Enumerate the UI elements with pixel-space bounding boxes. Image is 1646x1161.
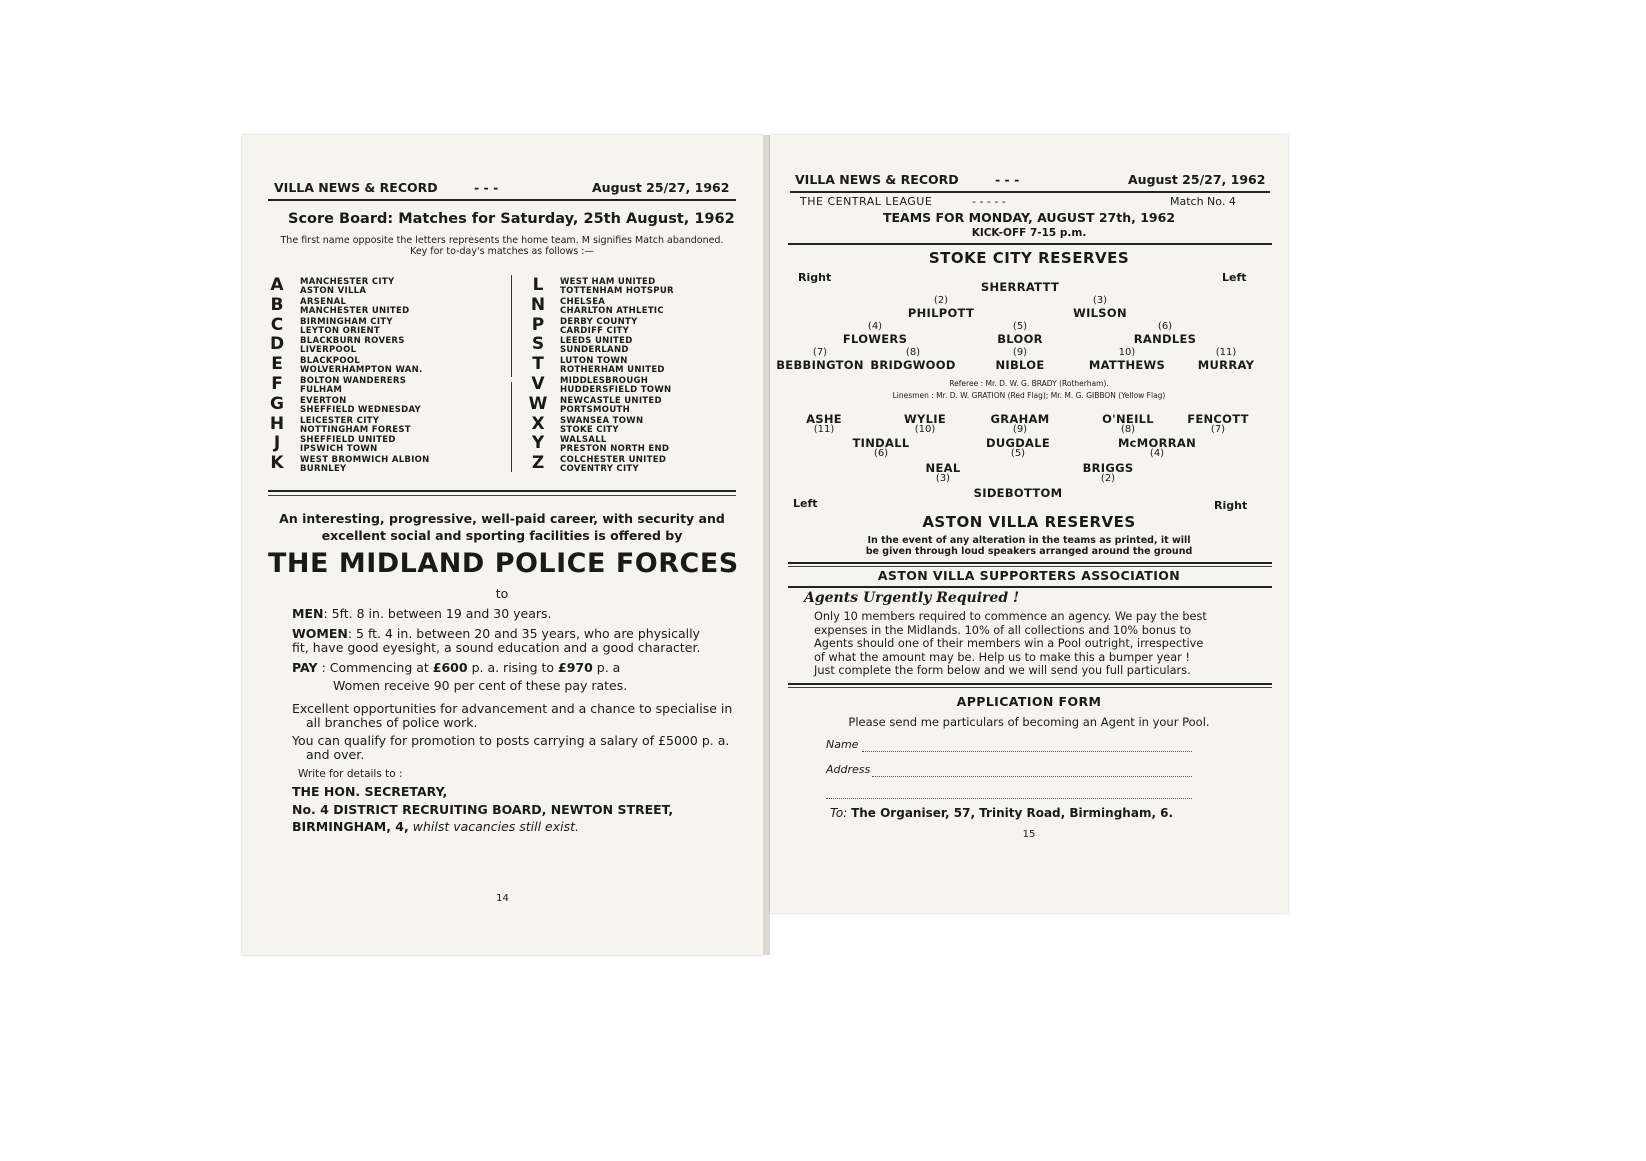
player-name: BRIGGS	[1082, 461, 1134, 475]
match-teams	[300, 278, 394, 296]
referee: Referee : Mr. D. W. G. BRADY (Rotherham).	[949, 379, 1109, 388]
match-teams	[300, 377, 406, 395]
ad-men-line	[292, 606, 552, 621]
away-team: CHARLTON ATHLETIC	[560, 305, 664, 316]
player-name: FLOWERS	[842, 332, 908, 346]
match-letter: X	[531, 413, 545, 434]
header-rule	[790, 191, 1270, 193]
match-number: Match No. 4	[1170, 195, 1236, 208]
ad-opportunities-2: all branches of police work.	[306, 715, 478, 730]
women-label: WOMEN	[292, 626, 348, 641]
away-team: ROTHERHAM UNITED	[560, 365, 665, 376]
away-team: STOKE CITY	[560, 424, 619, 435]
away-team: IPSWICH TOWN	[300, 444, 378, 455]
address-tail: whilst vacancies still exist.	[412, 819, 580, 834]
player-number: (4)	[1149, 448, 1165, 459]
ad-women-line-2: fit, have good eyesight, a sound education and a good character.	[292, 640, 701, 655]
right-header-dashes: - - -	[995, 172, 1020, 187]
match-teams	[300, 318, 393, 336]
league-name: THE CENTRAL LEAGUE	[800, 195, 933, 208]
match-teams	[300, 357, 423, 375]
player-name: SIDEBOTTOM	[973, 486, 1063, 500]
section-rule	[268, 495, 736, 496]
ad-intro-line-2: excellent social and sporting facilities is offered by	[321, 528, 683, 543]
section-rule	[788, 566, 1272, 567]
player-name: MATTHEWS	[1088, 358, 1166, 372]
home-team: WEST BROMWICH ALBION	[300, 455, 430, 466]
player-name: PHILPOTT	[907, 306, 975, 320]
home-team: LEICESTER CITY	[300, 415, 380, 426]
player-number: (8)	[905, 347, 921, 358]
ad-promotion-2: and over.	[306, 747, 365, 762]
match-letter: Y	[531, 433, 545, 454]
ad-women-line	[292, 626, 700, 641]
match-letter: P	[531, 314, 545, 335]
match-letter: D	[269, 334, 285, 355]
alteration-note-2: be given through loud speakers arranged around the ground	[865, 546, 1193, 557]
match-teams	[300, 337, 405, 355]
men-text: : 5ft. 8 in. between 19 and 30 years.	[323, 606, 552, 621]
ad-intro-line-1: An interesting, progressive, well-paid career, with security and	[279, 511, 725, 526]
pay-text-2: p. a. rising to	[471, 660, 555, 675]
match-letter: E	[271, 354, 283, 375]
match-teams	[560, 318, 638, 336]
home-team: DERBY COUNTY	[560, 316, 638, 327]
player-number: (2)	[933, 295, 949, 306]
match-teams	[560, 377, 671, 395]
section-rule	[788, 562, 1272, 564]
men-label: MEN	[292, 606, 324, 621]
away-team: WOLVERHAMPTON WAN.	[300, 365, 423, 376]
match-letter: F	[271, 374, 283, 394]
player-number: (11)	[1215, 347, 1237, 358]
match-letter: W	[528, 393, 548, 414]
pay-label: PAY	[292, 660, 318, 675]
match-teams	[560, 278, 674, 296]
match-teams	[300, 397, 421, 415]
match-letter: T	[532, 354, 544, 375]
home-team: COLCHESTER UNITED	[560, 455, 667, 466]
match-letter: L	[532, 275, 544, 295]
match-letter: G	[270, 393, 284, 414]
away-team: SUNDERLAND	[560, 345, 629, 356]
match-letter: N	[530, 294, 546, 315]
player-number: (3)	[1092, 295, 1108, 306]
home-team-name: STOKE CITY RESERVES	[928, 249, 1130, 267]
kickoff-time: KICK-OFF 7-15 p.m.	[971, 227, 1087, 239]
right-page	[770, 135, 1288, 913]
player-number: (5)	[1010, 448, 1026, 459]
page-number: 15	[1022, 829, 1036, 840]
player-number: (7)	[1210, 424, 1226, 435]
application-form-intro: Please send me particulars of becoming an Agent in your Pool.	[848, 715, 1210, 729]
ad-headline: THE MIDLAND POLICE FORCES	[268, 548, 739, 579]
ad-address-line-1: THE HON. SECRETARY,	[292, 784, 448, 799]
home-team: ARSENAL	[300, 296, 347, 307]
away-team: LIVERPOOL	[300, 345, 357, 356]
away-team: ASTON VILLA	[300, 286, 367, 296]
player-number: (11)	[813, 424, 835, 435]
section-rule	[788, 243, 1272, 245]
left-header-date: August 25/27, 1962	[592, 180, 730, 195]
match-letter: H	[269, 413, 285, 434]
scoreboard-note: The first name opposite the letters represents the home team. M signifies Match abandoned.	[280, 235, 724, 246]
side-label-right-bottom: Right	[1214, 499, 1248, 512]
player-name: McMORRAN	[1117, 436, 1197, 450]
away-team: PRESTON NORTH END	[560, 444, 670, 455]
left-header-dashes: - - -	[474, 180, 499, 195]
to-label: To:	[830, 806, 848, 820]
book-spine	[763, 135, 770, 955]
teams-title: TEAMS FOR MONDAY, AUGUST 27th, 1962	[882, 210, 1176, 225]
league-dashes: - - - - -	[972, 195, 1006, 208]
player-name: GRAHAM	[990, 412, 1050, 426]
match-teams	[560, 417, 643, 435]
home-team: SHEFFIELD UNITED	[300, 435, 396, 446]
side-label-right: Right	[798, 271, 832, 284]
section-rule	[788, 687, 1272, 688]
match-teams	[560, 397, 662, 415]
scoreboard-key-note: Key for to-day's matches as follows :—	[410, 246, 594, 257]
away-team: SHEFFIELD WEDNESDAY	[300, 404, 422, 415]
home-team: MANCHESTER CITY	[300, 277, 395, 287]
home-team: MIDDLESBROUGH	[560, 376, 649, 386]
address-city: BIRMINGHAM, 4,	[292, 819, 409, 834]
player-number: (8)	[1120, 424, 1136, 435]
away-team-name: ASTON VILLA RESERVES	[922, 513, 1136, 531]
ad-promotion: You can qualify for promotion to posts carrying a salary of £5000 p. a.	[292, 733, 730, 748]
side-label-left: Left	[1222, 271, 1247, 284]
header-rule	[268, 199, 736, 201]
match-letter: J	[273, 433, 281, 454]
column-divider	[511, 382, 512, 472]
section-rule	[268, 490, 736, 492]
supporters-line: Agents should one of their members win a Pool outright, irrespective	[814, 637, 1204, 650]
away-team: CARDIFF CITY	[560, 325, 630, 336]
name-input-line[interactable]	[862, 751, 1192, 752]
to-address: The Organiser, 57, Trinity Road, Birmingham, 6.	[851, 806, 1174, 820]
player-name: FENCOTT	[1187, 412, 1249, 426]
away-team: FULHAM	[300, 385, 343, 395]
ad-write-for: Write for details to :	[298, 768, 403, 780]
alteration-note: In the event of any alteration in the teams as printed, it will	[867, 535, 1191, 546]
player-number: (10)	[914, 424, 936, 435]
player-number: 10)	[1118, 347, 1136, 358]
player-number: (7)	[812, 347, 828, 358]
player-name: RANDLES	[1133, 332, 1197, 346]
form-name-label: Name	[826, 738, 859, 751]
home-team: BLACKPOOL	[300, 356, 361, 367]
player-number: (2)	[1100, 473, 1116, 484]
pay-amount-start: £600	[432, 660, 468, 675]
ad-to: to	[495, 586, 509, 601]
pay-text: : Commencing at	[321, 660, 429, 675]
ad-pay-line	[292, 660, 620, 675]
home-team: EVERTON	[300, 395, 347, 406]
player-name: O'NEILL	[1102, 412, 1154, 426]
player-number: (6)	[873, 448, 889, 459]
ad-address-line-3	[292, 819, 579, 834]
player-name: BEBBINGTON	[776, 358, 864, 372]
player-name: NEAL	[925, 461, 961, 475]
match-teams	[560, 357, 665, 375]
player-number: (9)	[1012, 347, 1028, 358]
player-number: (6)	[1157, 321, 1173, 332]
away-team: BURNLEY	[300, 464, 347, 475]
match-teams	[300, 436, 396, 454]
match-letter: Z	[531, 453, 545, 474]
away-team: MANCHESTER UNITED	[300, 305, 410, 316]
left-page	[242, 135, 763, 955]
left-header-title: VILLA NEWS & RECORD	[274, 180, 438, 195]
scoreboard-title: Score Board: Matches for Saturday, 25th August, 1962	[288, 211, 735, 227]
home-team: LUTON TOWN	[560, 356, 628, 367]
agents-headline: Agents Urgently Required !	[804, 590, 1020, 606]
match-teams	[560, 298, 664, 316]
player-number: (3)	[935, 473, 951, 484]
home-team: BOLTON WANDERERS	[300, 376, 407, 386]
ad-address-line-2: No. 4 DISTRICT RECRUITING BOARD, NEWTON STREET,	[292, 802, 674, 817]
player-name: WILSON	[1073, 306, 1127, 320]
home-team: CHELSEA	[560, 296, 606, 307]
supporters-line: expenses in the Midlands. 10% of all collections and 10% bonus to	[814, 623, 1191, 637]
home-team: BLACKBURN ROVERS	[300, 336, 405, 347]
match-letter: A	[270, 275, 284, 295]
home-team: WEST HAM UNITED	[560, 277, 656, 287]
match-letter: C	[270, 314, 284, 335]
supporters-line: Only 10 members required to commence an agency. We pay the best	[814, 610, 1207, 623]
address-input-line[interactable]	[872, 776, 1192, 777]
supporters-line: Just complete the form below and we will send you full particulars.	[814, 664, 1191, 677]
right-header-title: VILLA NEWS & RECORD	[795, 172, 959, 187]
home-team: SWANSEA TOWN	[560, 415, 644, 426]
player-name: BLOOR	[997, 332, 1043, 346]
player-name: DUGDALE	[985, 436, 1051, 450]
form-address-label: Address	[826, 763, 871, 776]
player-number: (9)	[1012, 424, 1028, 435]
supporters-line: of what the amount may be. Help us to make this a bumper year !	[814, 650, 1190, 664]
supporters-title: ASTON VILLA SUPPORTERS ASSOCIATION	[877, 568, 1181, 583]
women-text: : 5 ft. 4 in. between 20 and 35 years, who are physically	[347, 626, 700, 641]
match-teams	[300, 298, 409, 316]
player-name: MURRAY	[1197, 358, 1255, 372]
application-form-title: APPLICATION FORM	[956, 694, 1102, 709]
section-rule	[788, 683, 1272, 685]
away-team: COVENTRY CITY	[560, 464, 639, 475]
match-teams	[300, 456, 430, 474]
right-header-date: August 25/27, 1962	[1128, 172, 1266, 187]
match-teams	[300, 417, 411, 435]
ad-opportunities: Excellent opportunities for advancement and a chance to specialise in	[292, 701, 733, 716]
section-rule	[788, 586, 1272, 588]
away-team: NOTTINGHAM FOREST	[300, 424, 411, 435]
away-team: PORTSMOUTH	[560, 404, 631, 415]
player-name: BRIDGWOOD	[870, 358, 956, 372]
pay-amount-max: £970	[558, 660, 593, 675]
match-letter: S	[531, 334, 545, 355]
linesmen: Linesmen : Mr. D. W. GRATION (Red Flag); Mr. M. G. GIBBON (Yellow Flag)	[892, 391, 1166, 400]
player-name: TINDALL	[852, 436, 910, 450]
match-letter: K	[270, 453, 284, 474]
home-team: NEWCASTLE UNITED	[560, 395, 662, 406]
player-name: SHERRATTT	[980, 280, 1060, 294]
home-team: BIRMINGHAM CITY	[300, 316, 393, 327]
column-divider	[511, 275, 512, 377]
away-team: TOTTENHAM HOTSPUR	[560, 286, 674, 296]
page-number: 14	[496, 893, 509, 904]
match-letter: V	[531, 374, 545, 394]
home-team: LEEDS UNITED	[560, 336, 633, 347]
away-team: HUDDERSFIELD TOWN	[560, 385, 672, 395]
address-input-line-2[interactable]	[826, 798, 1192, 799]
player-number: (4)	[867, 321, 883, 332]
player-name: NIBLOE	[995, 358, 1045, 372]
pay-text-3: p. a	[596, 660, 621, 675]
player-number: (5)	[1012, 321, 1028, 332]
match-teams	[560, 436, 669, 454]
ad-pay-women: Women receive 90 per cent of these pay rates.	[333, 678, 628, 693]
match-letter: B	[270, 294, 284, 315]
home-team: WALSALL	[560, 435, 607, 446]
away-team: LEYTON ORIENT	[300, 325, 381, 336]
side-label-left-bottom: Left	[793, 497, 818, 510]
match-teams	[560, 456, 666, 474]
player-name: ASHE	[806, 412, 842, 426]
form-recipient	[830, 806, 1173, 820]
match-teams	[560, 337, 633, 355]
player-name: WYLIE	[904, 412, 946, 426]
